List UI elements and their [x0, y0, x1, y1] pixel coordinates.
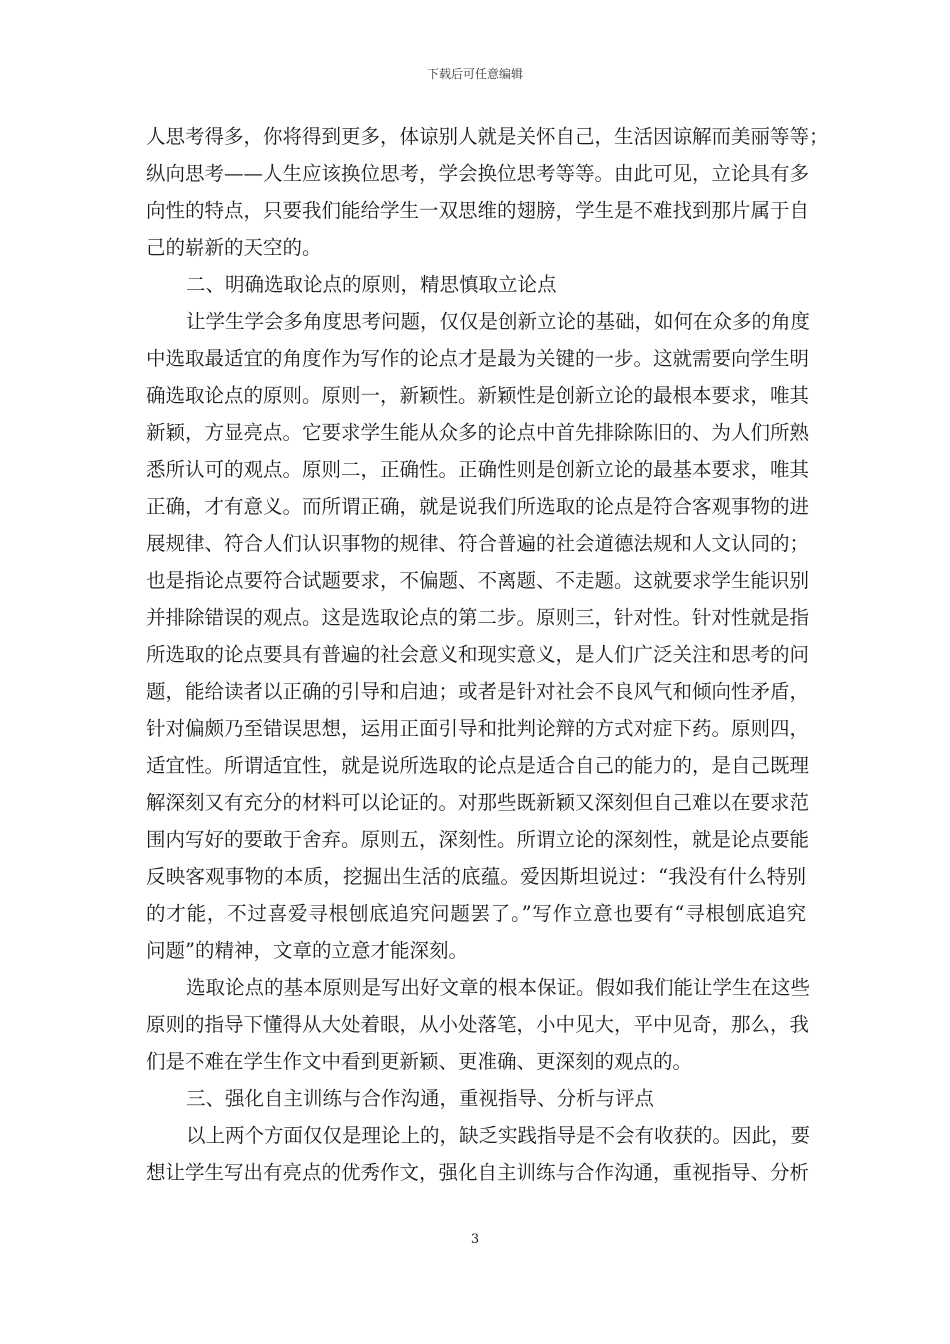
text-line: 所选取的论点要具有普遍的社会意义和现实意义，是人们广泛关注和思考的问	[146, 643, 810, 666]
text-line: 纵向思考——人生应该换位思考，学会换位思考等等。由此可见，立论具有多	[146, 162, 810, 185]
text-line: 原则的指导下懂得从大处着眼，从小处落笔，小中见大，平中见奇，那么，我	[146, 1013, 810, 1036]
section-heading: 三、强化自主训练与合作沟通，重视指导、分析与评点	[186, 1087, 655, 1110]
text-line: 问题”的精神，文章的立意才能深刻。	[146, 939, 468, 962]
text-line: 中选取最适宜的角度作为写作的论点才是最为关键的一步。这就需要向学生明	[146, 347, 810, 370]
text-line: 让学生学会多角度思考问题，仅仅是创新立论的基础，如何在众多的角度	[186, 310, 811, 333]
page-number: 3	[470, 1232, 480, 1247]
text-line: 以上两个方面仅仅是理论上的，缺乏实践指导是不会有收获的。因此，要	[186, 1124, 811, 1147]
text-line: 针对偏颇乃至错误思想，运用正面引导和批判论辩的方式对症下药。原则四，	[146, 717, 810, 740]
text-line: 围内写好的要敢于舍弃。原则五，深刻性。所谓立论的深刻性，就是论点要能	[146, 828, 810, 851]
text-line: 悉所认可的观点。原则二，正确性。正确性则是创新立论的最基本要求，唯其	[146, 458, 810, 481]
text-line: 并排除错误的观点。这是选取论点的第二步。原则三，针对性。针对性就是指	[146, 606, 810, 629]
text-line: 想让学生写出有亮点的优秀作文，强化自主训练与合作沟通，重视指导、分析	[146, 1161, 810, 1184]
text-line: 确选取论点的原则。原则一，新颖性。新颖性是创新立论的最根本要求，唯其	[146, 384, 810, 407]
text-line: 解深刻又有充分的材料可以论证的。对那些既新颖又深刻但自己难以在要求范	[146, 791, 810, 814]
document-body	[146, 118, 829, 1191]
section-heading: 二、明确选取论点的原则，精思慎取立论点	[186, 273, 557, 296]
text-line: 题，能给读者以正确的引导和启迪；或者是针对社会不良风气和倾向性矛盾，	[146, 680, 810, 703]
text-line: 的才能，不过喜爱寻根刨底追究问题罢了。”写作立意也要有“寻根刨底追究	[146, 902, 806, 925]
text-line: 向性的特点，只要我们能给学生一双思维的翅膀，学生是不难找到那片属于自	[146, 199, 810, 222]
text-line: 们是不难在学生作文中看到更新颖、更准确、更深刻的观点的。	[146, 1050, 693, 1073]
page-header: 下载后可任意编辑	[426, 67, 523, 81]
text-line: 己的崭新的天空的。	[146, 236, 322, 259]
text-line: 选取论点的基本原则是写出好文章的根本保证。假如我们能让学生在这些	[186, 976, 811, 999]
text-line: 也是指论点要符合试题要求，不偏题、不离题、不走题。这就要求学生能识别	[146, 569, 810, 592]
text-line: 正确，才有意义。而所谓正确，就是说我们所选取的论点是符合客观事物的进	[146, 495, 810, 518]
text-line: 展规律、符合人们认识事物的规律、符合普遍的社会道德法规和人文认同的；	[146, 532, 810, 555]
text-line: 反映客观事物的本质，挖掘出生活的底蕴。爱因斯坦说过：“我没有什么特别	[146, 865, 806, 888]
text-line: 人思考得多，你将得到更多，体谅别人就是关怀自己，生活因谅解而美丽等等；	[146, 125, 829, 148]
text-line: 新颖，方显亮点。它要求学生能从众多的论点中首先排除陈旧的、为人们所熟	[146, 421, 810, 444]
text-line: 适宜性。所谓适宜性，就是说所选取的论点是适合自己的能力的，是自己既理	[146, 754, 810, 777]
